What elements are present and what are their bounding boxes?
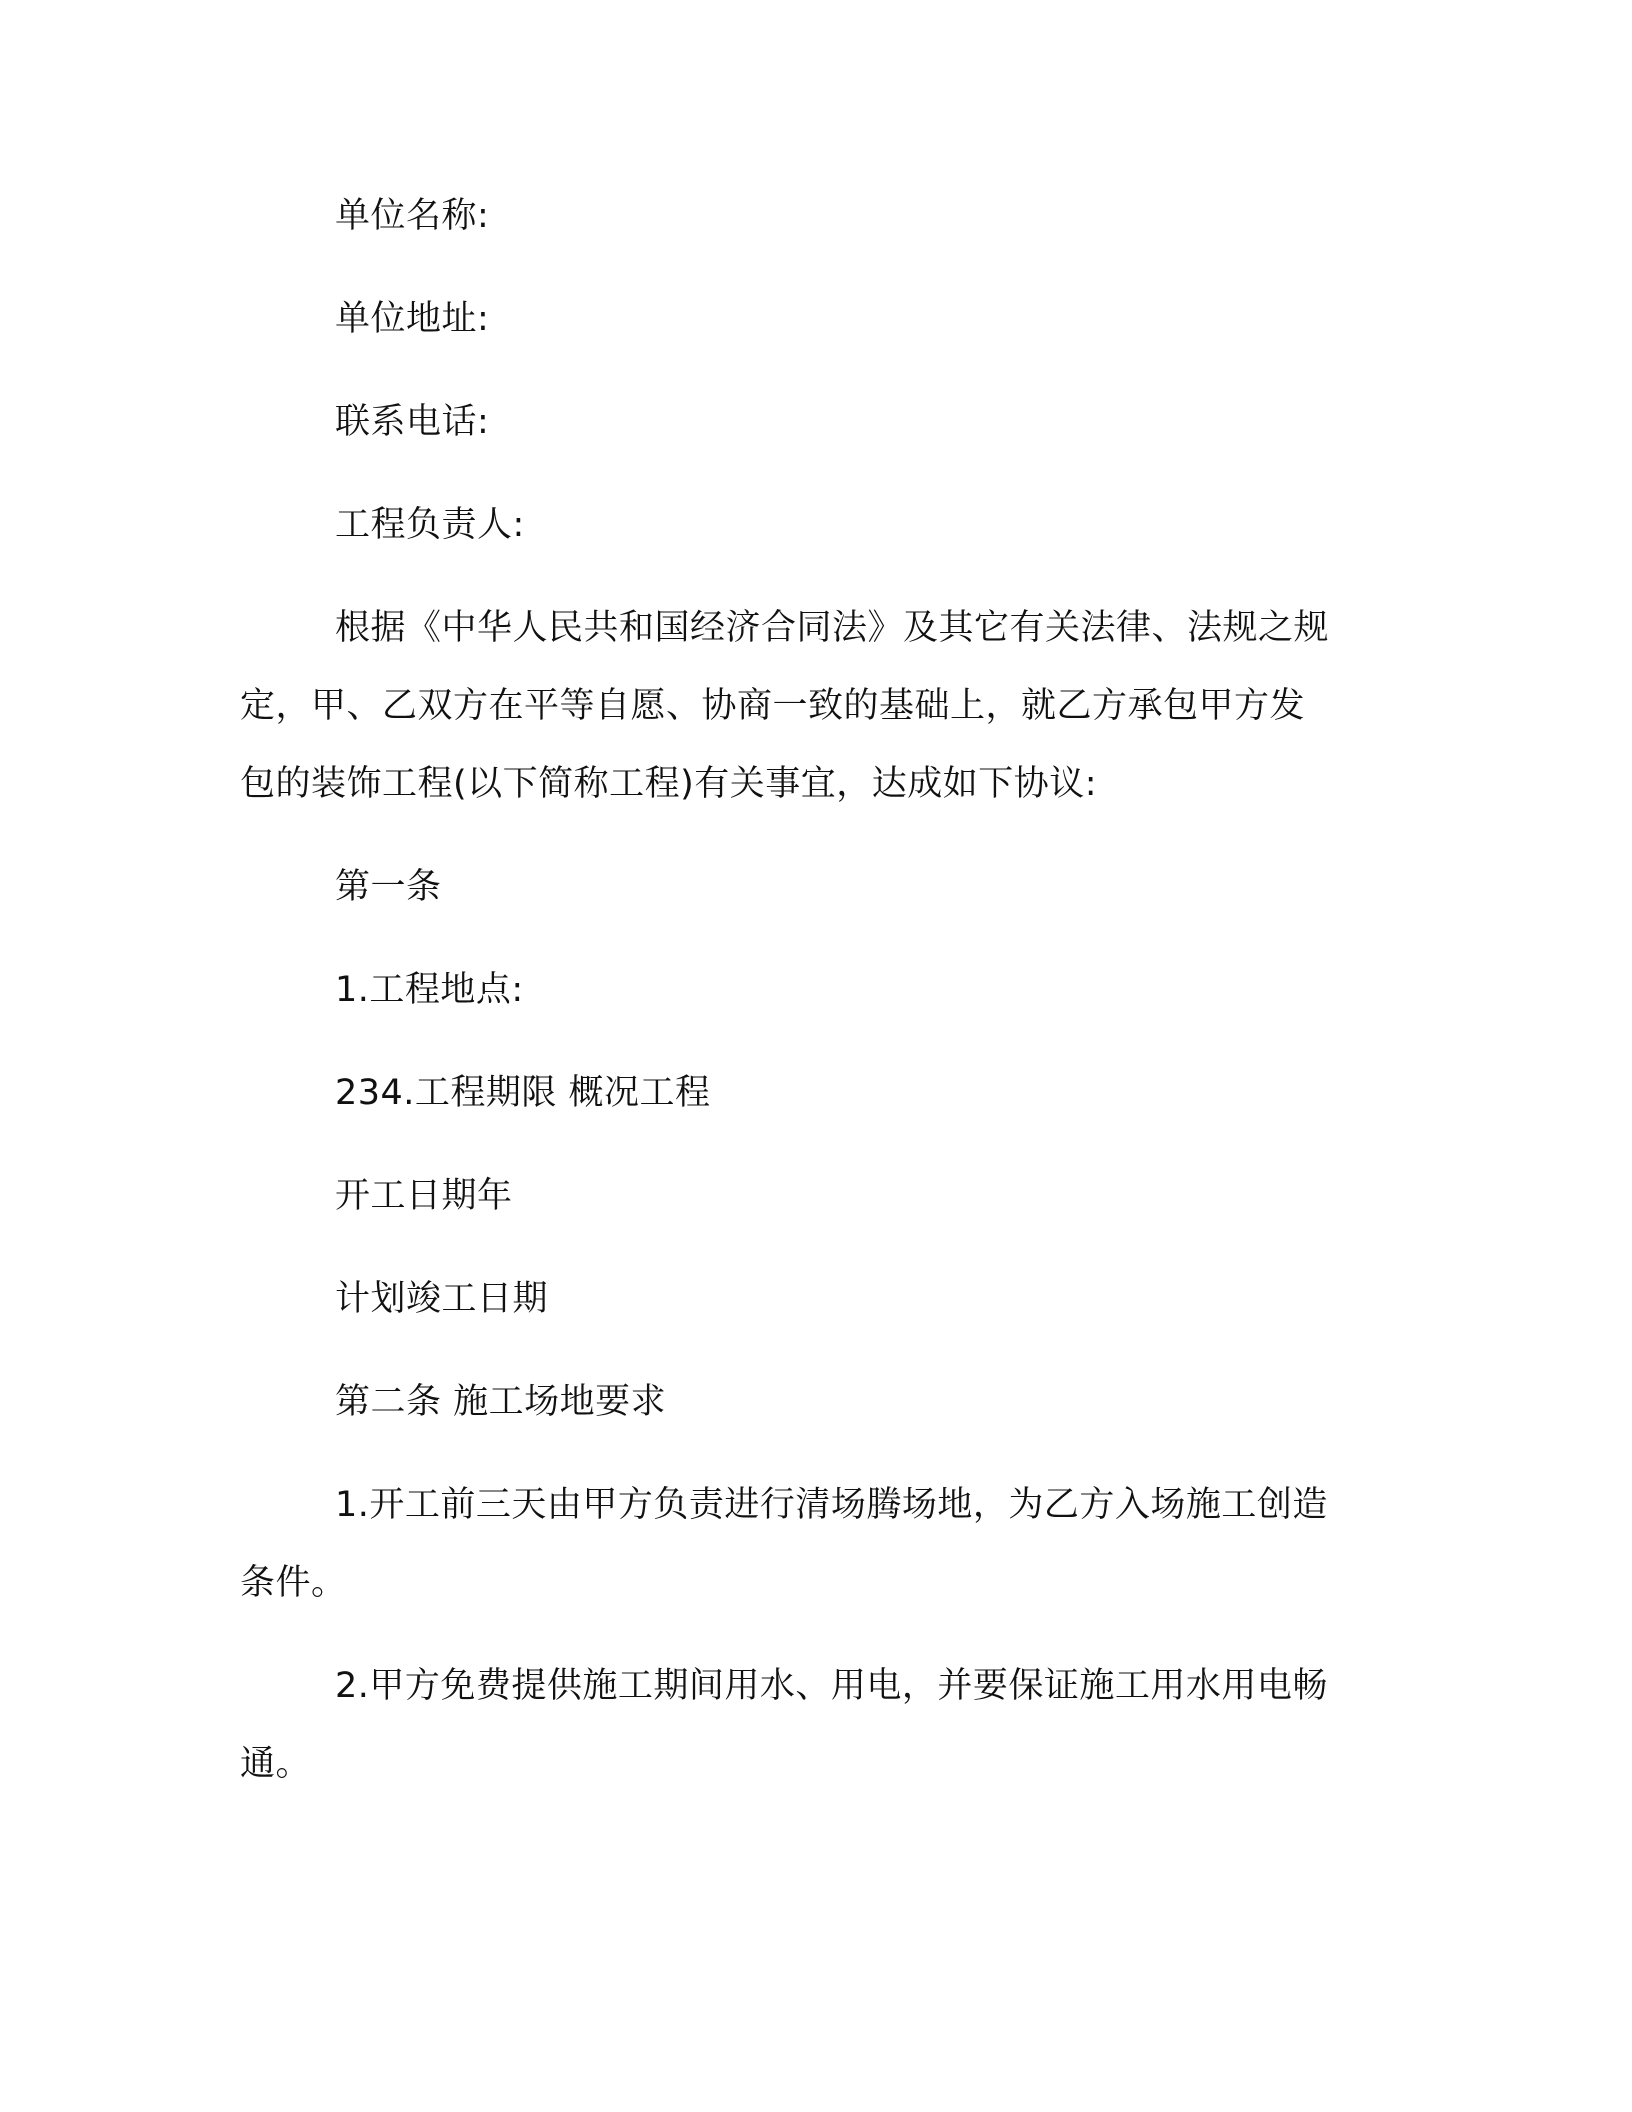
article-2-heading: 第二条 施工场地要求 [335,1382,667,1422]
article-2-item-1-line-1: 1.开工前三天由甲方负责进行清场腾场地，为乙方入场施工创造 [335,1485,1328,1525]
preamble-line-1: 根据《中华人民共和国经济合同法》及其它有关法律、法规之规 [335,608,1330,648]
preamble-line-2: 定，甲、乙双方在平等自愿、协商一致的基础上，就乙方承包甲方发 [240,686,1306,726]
article-2-item-2-line-1: 2.甲方免费提供施工期间用水、用电，并要保证施工用水用电畅 [335,1666,1328,1706]
preamble-line-3: 包的装饰工程(以下简称工程)有关事宜，达成如下协议: [240,764,1098,804]
field-project-lead: 工程负责人: [335,505,525,545]
article-1-planned-completion: 计划竣工日期 [335,1279,549,1319]
article-2-item-2-line-2: 通。 [240,1744,312,1784]
article-1-start-date: 开工日期年 [335,1176,513,1216]
article-2-item-1-line-2: 条件。 [240,1563,347,1603]
article-1-item-234: 234.工程期限 概况工程 [335,1073,711,1113]
field-unit-name: 单位名称: [335,196,490,236]
article-1-item-1: 1.工程地点: [335,970,524,1010]
field-unit-address: 单位地址: [335,299,490,339]
field-contact-phone: 联系电话: [335,402,490,442]
article-1-heading: 第一条 [335,867,442,907]
